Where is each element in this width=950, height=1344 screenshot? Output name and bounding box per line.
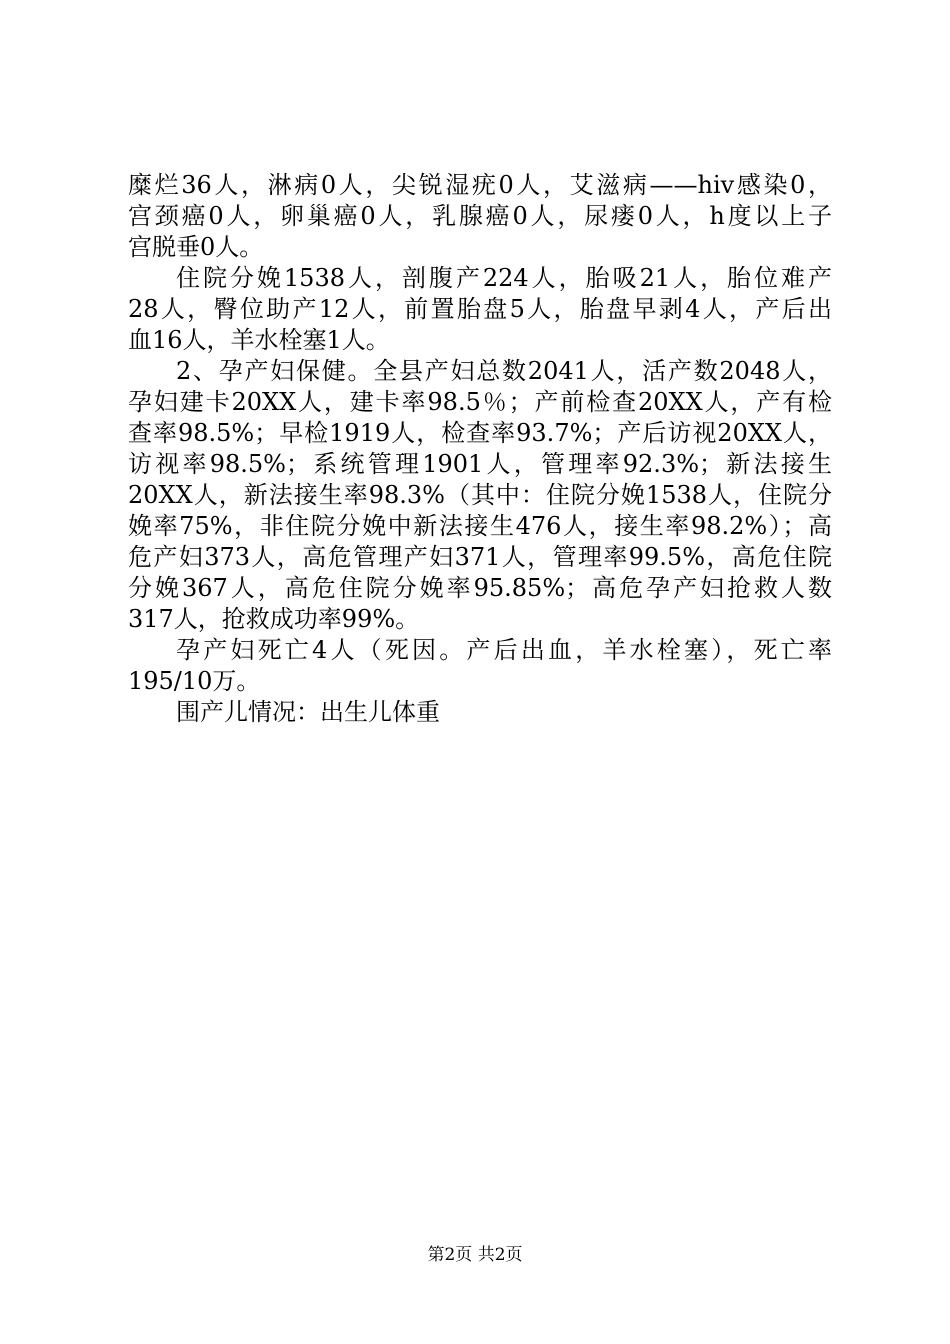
text-line: 访视率98.5%；系统管理1901人，管理率92.3%；新法接生: [128, 450, 832, 478]
paragraph: [128, 635, 832, 697]
text-line: 宫脱垂0人。: [128, 233, 264, 261]
paragraph: [128, 170, 832, 263]
text-line: 围产儿情况：出生儿体重: [176, 698, 440, 726]
text-line: 孕产妇死亡4人（死因。产后出血，羊水栓塞），死亡率: [176, 636, 832, 664]
text-line: 28人，臀位助产12人，前置胎盘5人，胎盘早剥4人，产后出: [128, 295, 832, 323]
text-line: 危产妇373人，高危管理产妇371人，管理率99.5%，高危住院: [128, 543, 832, 571]
text-line: 住院分娩1538人，剖腹产224人，胎吸21人，胎位难产: [176, 264, 832, 292]
text-line: 查率98.5%；早检1919人，检查率93.7%；产后访视20XX人，: [128, 419, 832, 447]
paragraph: [128, 697, 832, 728]
text-line: 2、孕产妇保健。全县产妇总数2041人，活产数2048人，: [176, 357, 832, 385]
text-line: 分娩367人，高危住院分娩率95.85%；高危孕产妇抢救人数: [128, 574, 832, 602]
text-line: 317人，抢救成功率99%。: [128, 605, 420, 633]
text-line: 宫颈癌0人，卵巢癌0人，乳腺癌0人，尿瘘0人，h度以上子: [128, 202, 832, 230]
text-line: 孕妇建卡20XX人，建卡率98.5％；产前检查20XX人，产有检: [128, 388, 832, 416]
text-line: 20XX人，新法接生率98.3%（其中：住院分娩1538人，住院分: [128, 481, 832, 509]
document-body: [128, 170, 832, 728]
paragraph: [128, 263, 832, 356]
text-line: 195/10万。: [128, 667, 261, 695]
text-line: 血16人，羊水栓塞1人。: [128, 326, 390, 354]
page-footer: [0, 1244, 950, 1266]
paragraph: [128, 356, 832, 635]
page-number-label: 第2页 共2页: [427, 1245, 523, 1265]
text-line: 糜烂36人，淋病0人，尖锐湿疣0人，艾滋病——hiv感染0，: [128, 171, 832, 199]
text-line: 娩率75%，非住院分娩中新法接生476人，接生率98.2%）；高: [128, 512, 832, 540]
